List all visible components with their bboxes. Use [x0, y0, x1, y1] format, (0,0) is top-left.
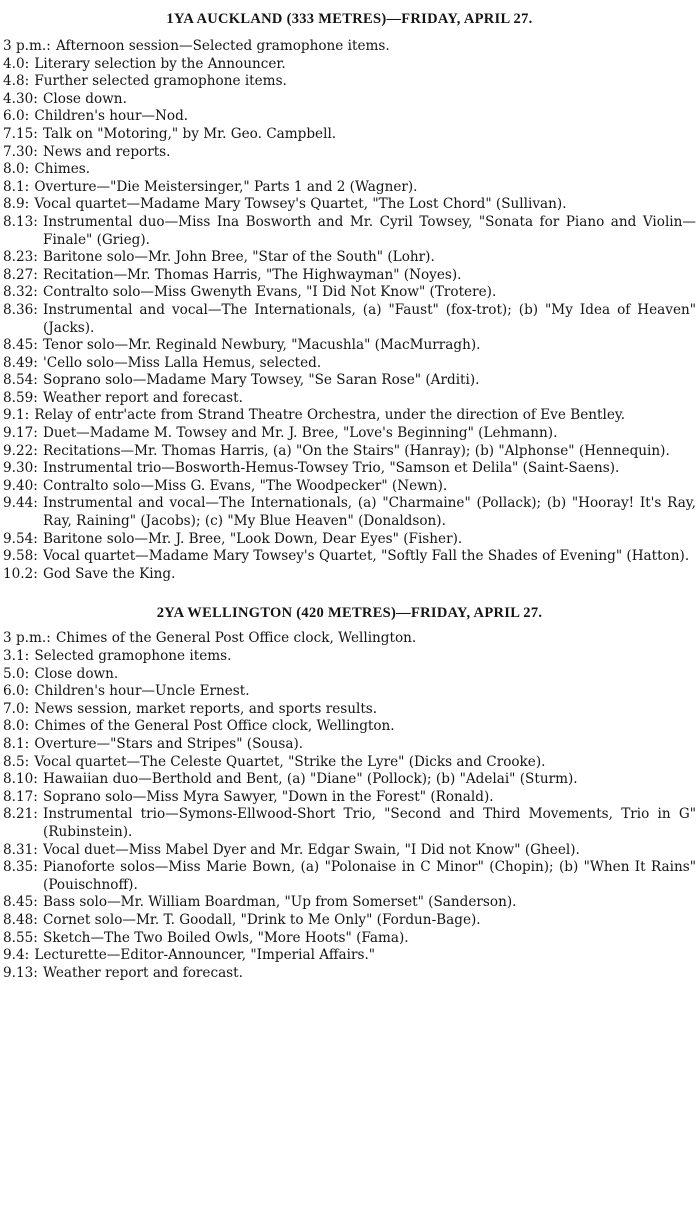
program-description: Talk on "Motoring," by Mr. Geo. Campbell.	[43, 125, 337, 142]
program-time: 9.44:	[3, 495, 38, 512]
program-time: 8.45:	[3, 337, 38, 354]
program-time: 9.40:	[3, 477, 38, 494]
program-time: 8.32:	[3, 284, 38, 301]
program-item	[3, 718, 696, 736]
program-description: Vocal quartet—The Celeste Quartet, "Strike the Lyre" (Dicks and Crooke).	[34, 753, 546, 770]
program-description: Chimes of the General Post Office clock, Wellington.	[34, 718, 395, 735]
program-description: Cornet solo—Mr. T. Goodall, "Drink to Me Only" (Fordun-Bage).	[43, 911, 481, 928]
program-description: Tenor solo—Mr. Reginald Newbury, "Macushla" (MacMurragh).	[43, 337, 481, 354]
program-description: Chimes.	[34, 161, 91, 178]
program-item	[3, 372, 696, 390]
program-time: 5.0:	[3, 665, 30, 682]
program-item	[3, 842, 696, 860]
station-heading: 1YA AUCKLAND (333 METRES)—FRIDAY, APRIL 27.	[166, 11, 533, 27]
program-description: News and reports.	[43, 143, 171, 160]
program-description: Instrumental trio—Bosworth-Hemus-Towsey Trio, "Samson et Delila" (Saint-Saens).	[43, 460, 620, 477]
program-time: 8.48:	[3, 911, 38, 928]
program-description: Hawaiian duo—Berthold and Bent, (a) "Diane" (Pollock); (b) "Adelai" (Sturm).	[43, 771, 578, 788]
program-time: 8.13:	[3, 213, 38, 230]
program-time: 9.22:	[3, 442, 38, 459]
program-description: Relay of entr'acte from Strand Theatre Orchestra, under the direction of Eve Bentley.	[34, 407, 626, 424]
program-description: Baritone solo—Mr. John Bree, "Star of the South" (Lohr).	[43, 249, 435, 266]
program-item	[3, 460, 696, 478]
program-description: Close down.	[43, 90, 127, 107]
program-time: 6.0:	[3, 108, 30, 125]
program-description: Instrumental and vocal—The Internationals, (a) "Charmaine" (Pollack); (b) "Hooray! It's Ray, Ray, Raining" (Jacobs); (c) "My Blue Heaven" (Donaldson).	[43, 495, 696, 530]
program-time: 7.30:	[3, 143, 38, 160]
program-item	[3, 894, 696, 912]
program-item	[3, 126, 696, 144]
program-description: Selected gramophone items.	[34, 648, 232, 664]
program-item	[3, 736, 696, 754]
program-description: Vocal quartet—Madame Mary Towsey's Quartet, "The Lost Chord" (Sullivan).	[34, 196, 567, 213]
program-description: Children's hour—Uncle Ernest.	[34, 683, 250, 700]
program-time: 4.0:	[3, 55, 30, 72]
program-description: Instrumental trio—Symons-Ellwood-Short Trio, "Second and Third Movements, Trio in G" (Rubinstein).	[43, 806, 696, 840]
program-item	[3, 443, 696, 461]
program-item	[3, 390, 696, 408]
program-time: 8.0:	[3, 161, 30, 178]
program-time: 8.54:	[3, 372, 38, 389]
program-item	[3, 701, 696, 719]
program-item	[3, 754, 696, 772]
program-time: 9.13:	[3, 964, 38, 981]
program-item	[3, 337, 696, 355]
program-time: 3 p.m.:	[3, 38, 51, 54]
program-item	[3, 267, 696, 285]
program-time: 8.31:	[3, 841, 38, 858]
program-time: 8.0:	[3, 718, 30, 735]
program-item	[3, 407, 696, 425]
program-time: 8.59:	[3, 389, 38, 406]
program-time: 7.0:	[3, 700, 30, 717]
program-time: 8.10:	[3, 771, 38, 788]
program-description: Sketch—The Two Boiled Owls, "More Hoots" (Fama).	[43, 929, 409, 946]
program-item	[3, 947, 696, 965]
program-time: 9.4:	[3, 947, 30, 964]
program-item	[3, 531, 696, 549]
program-listing	[3, 0, 696, 982]
program-item	[3, 666, 696, 684]
program-description: News session, market reports, and sports results.	[34, 700, 378, 717]
program-description: Pianoforte solos—Miss Marie Bown, (a) "Polonaise in C Minor" (Chopin); (b) "When It Rains" (Pouischnoff).	[43, 859, 696, 893]
program-time: 9.54:	[3, 530, 38, 547]
station-section	[3, 0, 696, 583]
program-time: 9.1:	[3, 407, 30, 424]
program-item	[3, 91, 696, 109]
program-description: Literary selection by the Announcer.	[34, 55, 286, 72]
program-description: Further selected gramophone items.	[34, 73, 287, 90]
program-time: 4.8:	[3, 73, 30, 90]
program-description: God Save the King.	[43, 565, 176, 582]
program-time: 3.1:	[3, 648, 30, 664]
program-item	[3, 302, 696, 337]
program-description: Bass solo—Mr. William Boardman, "Up from Somerset" (Sanderson).	[43, 894, 517, 911]
program-item	[3, 912, 696, 930]
program-item	[3, 965, 696, 983]
program-item	[3, 425, 696, 443]
program-time: 8.45:	[3, 894, 38, 911]
program-description: Afternoon session—Selected gramophone items.	[55, 38, 390, 54]
program-description: Overture—"Stars and Stripes" (Sousa).	[34, 735, 304, 752]
program-item	[3, 38, 696, 56]
program-time: 8.49:	[3, 354, 38, 371]
program-item	[3, 355, 696, 373]
program-item	[3, 249, 696, 267]
program-item	[3, 566, 696, 584]
program-time: 8.23:	[3, 249, 38, 266]
program-item	[3, 789, 696, 807]
program-item	[3, 179, 696, 197]
program-item	[3, 161, 696, 179]
program-time: 8.5:	[3, 753, 30, 770]
program-item	[3, 108, 696, 126]
program-time: 9.30:	[3, 460, 38, 477]
program-description: Instrumental duo—Miss Ina Bosworth and Mr. Cyril Towsey, "Sonata for Piano and Violin—Finale" (Grieg).	[43, 213, 696, 248]
program-time: 8.9:	[3, 196, 30, 213]
program-time: 8.35:	[3, 859, 38, 876]
program-item	[3, 495, 696, 530]
program-description: Chimes of the General Post Office clock, Wellington.	[55, 630, 417, 647]
program-item	[3, 284, 696, 302]
program-description: Weather report and forecast.	[43, 964, 243, 981]
program-item	[3, 56, 696, 74]
program-item	[3, 478, 696, 496]
program-description: Recitations—Mr. Thomas Harris, (a) "On the Stairs" (Hanray); (b) "Alphonse" (Hennequin).	[43, 442, 670, 459]
program-item	[3, 648, 696, 666]
program-time: 6.0:	[3, 683, 30, 700]
program-item	[3, 548, 696, 566]
program-description: Soprano solo—Madame Mary Towsey, "Se Saran Rose" (Arditi).	[43, 372, 480, 389]
program-description: 'Cello solo—Miss Lalla Hemus, selected.	[43, 354, 322, 371]
program-description: Vocal quartet—Madame Mary Towsey's Quartet, "Softly Fall the Shades of Evening" (Hatton).	[43, 548, 690, 565]
program-description: Instrumental and vocal—The Internationals, (a) "Faust" (fox-trot); (b) "My Idea of Heaven" (Jacks).	[43, 301, 696, 336]
program-item	[3, 214, 696, 249]
program-description: Close down.	[34, 665, 119, 682]
program-description: Duet—Madame M. Towsey and Mr. J. Bree, "Love's Beginning" (Lehmann).	[43, 425, 558, 442]
program-item	[3, 806, 696, 841]
program-description: Contralto solo—Miss Gwenyth Evans, "I Did Not Know" (Trotere).	[43, 284, 497, 301]
program-description: Weather report and forecast.	[43, 389, 243, 406]
program-time: 8.21:	[3, 806, 38, 823]
program-time: 3 p.m.:	[3, 630, 51, 647]
program-time: 8.36:	[3, 301, 38, 318]
program-description: Lecturette—Editor-Announcer, "Imperial Affairs."	[34, 947, 376, 964]
program-item	[3, 144, 696, 162]
program-item	[3, 196, 696, 214]
program-item	[3, 859, 696, 894]
program-item	[3, 73, 696, 91]
program-description: Vocal duet—Miss Mabel Dyer and Mr. Edgar Swain, "I Did not Know" (Gheel).	[43, 841, 580, 858]
program-description: Soprano solo—Miss Myra Sawyer, "Down in the Forest" (Ronald).	[43, 788, 494, 805]
program-description: Contralto solo—Miss G. Evans, "The Woodpecker" (Newn).	[43, 477, 448, 494]
program-item	[3, 683, 696, 701]
program-time: 7.15:	[3, 125, 38, 142]
program-time: 10.2:	[3, 565, 38, 582]
station-section	[3, 596, 696, 982]
program-time: 4.30:	[3, 90, 38, 107]
program-item	[3, 630, 696, 648]
program-description: Overture—"Die Meistersinger," Parts 1 and 2 (Wagner).	[34, 178, 418, 195]
program-time: 8.27:	[3, 266, 38, 283]
program-item	[3, 771, 696, 789]
station-heading: 2YA WELLINGTON (420 METRES)—FRIDAY, APRIL 27.	[156, 605, 543, 622]
program-description: Recitation—Mr. Thomas Harris, "The Highwayman" (Noyes).	[43, 266, 462, 283]
program-description: Children's hour—Nod.	[34, 108, 189, 125]
program-time: 8.1:	[3, 735, 30, 752]
program-item	[3, 930, 696, 948]
program-time: 8.1:	[3, 178, 30, 195]
program-time: 9.58:	[3, 548, 38, 565]
program-time: 8.55:	[3, 929, 38, 946]
program-time: 9.17:	[3, 425, 38, 442]
program-time: 8.17:	[3, 788, 38, 805]
program-description: Baritone solo—Mr. J. Bree, "Look Down, Dear Eyes" (Fisher).	[43, 530, 463, 547]
section-divider-space	[3, 583, 696, 596]
